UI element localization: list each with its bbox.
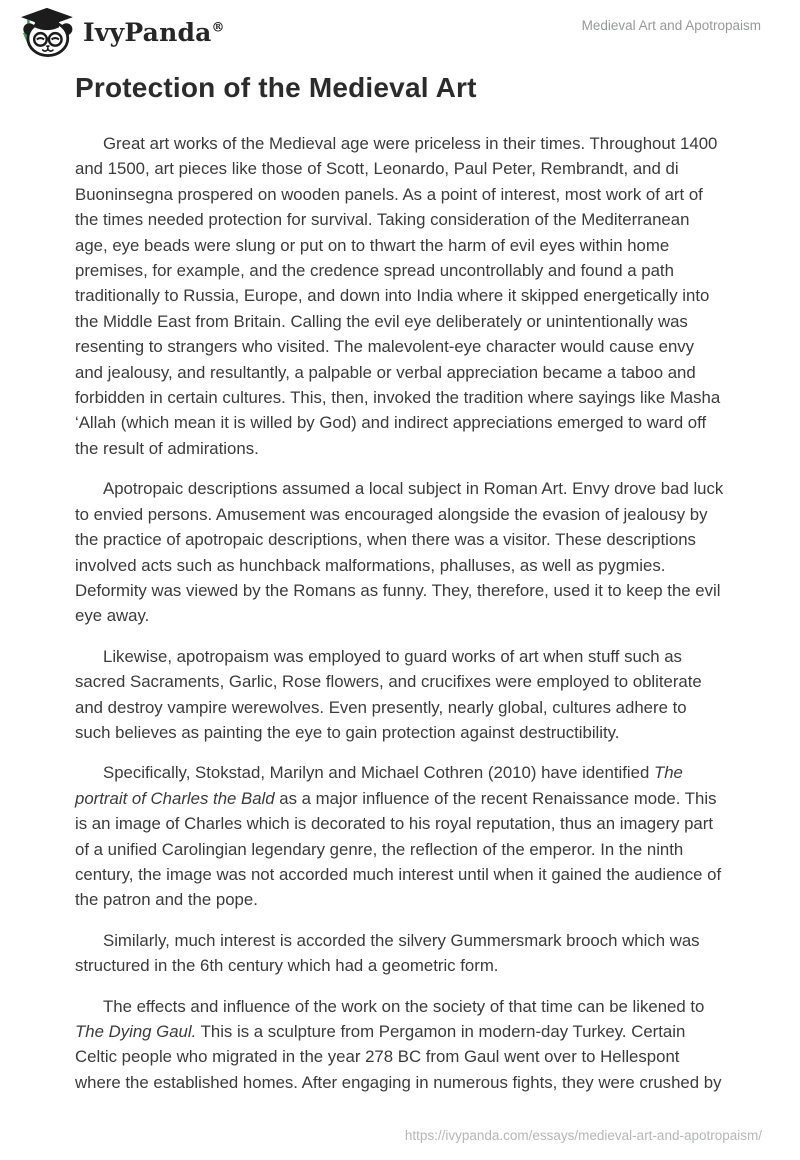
brand-header	[18, 7, 225, 57]
paragraph: Specifically, Stokstad, Marilyn and Michael Cothren (2010) have identified The portrait of Charles the Bald as a major influence of the recent Renaissance mode. This is an image of Charles which is decorated to his royal reputation, thus an imagery part of a unified Carolingian legendary genre, the reflection of the emperor. In the ninth century, the image was not accorded much interest until when it gained the audience of the patron and the pope.	[75, 763, 722, 910]
footer-source-url[interactable]: https://ivypanda.com/essays/medieval-art-and-apotropaism/	[404, 1128, 762, 1143]
running-head-title: Medieval Art and Apotropaism	[581, 18, 761, 33]
brand-name: IvyPanda®	[83, 17, 225, 47]
paragraph: The effects and influence of the work on the society of that time can be likened to The Dying Gaul. This is a sculpture from Pergamon in modern-day Turkey. Certain Celtic people who migrated in the year 278 BC from Gaul went over to Hellespont where the established homes. After engaging in numerous fights, they were crushed by	[75, 996, 722, 1092]
paragraph: Apotropaic descriptions assumed a local subject in Roman Art. Envy drove bad luck to envied persons. Amusement was encouraged alongside the evasion of jealousy by the practice of apotropaic descriptions, when there was a visitor. These descriptions involved acts such as hunchback malformations, phalluses, as well as pygmies. Deformity was viewed by the Romans as funny. They, therefore, used it to keep the evil eye away.	[75, 479, 724, 626]
registered-mark: ®	[211, 20, 225, 36]
article-body	[75, 131, 724, 1110]
paragraph: Likewise, apotropaism was employed to guard works of art when stuff such as sacred Sacraments, Garlic, Rose flowers, and crucifixes were employed to obliterate and destroy vampire werewolves. Even presently, nearly global, cultures adhere to such believes as painting the eye to gain protection against destructibility.	[75, 646, 702, 742]
paragraph: Similarly, much interest is accorded the silvery Gummersmark brooch which was structured in the 6th century which had a geometric form.	[75, 930, 700, 976]
paragraph: Great art works of the Medieval age were priceless in their times. Throughout 1400 and 1500, art pieces like those of Scott, Leonardo, Paul Peter, Rembrandt, and di Buoninsegna prospered on wooden panels. As a point of interest, most work of art of the times needed protection for survival. Taking consideration of the Mediterranean age, eye beads were slung or put on to thwart the harm of evil eyes within home premises, for example, and the credence spread uncontrollably and found a path traditionally to Russia, Europe, and down into India where it skipped energetically into the Middle East from Britain. Calling the evil eye deliberately or unintentionally was resenting to strangers who visited. The malevolent-eye character would cause envy and jealousy, and resultantly, a palpable or verbal appreciation became a taboo and forbidden in certain cultures. This, then, invoked the tradition where sayings like Masha ‘Allah (which mean it is willed by God) and indirect appreciations emerged to ward off the result of admirations.	[75, 134, 721, 458]
panda-graduate-icon	[18, 7, 74, 57]
page-title: Protection of the Medieval Art	[75, 72, 477, 103]
